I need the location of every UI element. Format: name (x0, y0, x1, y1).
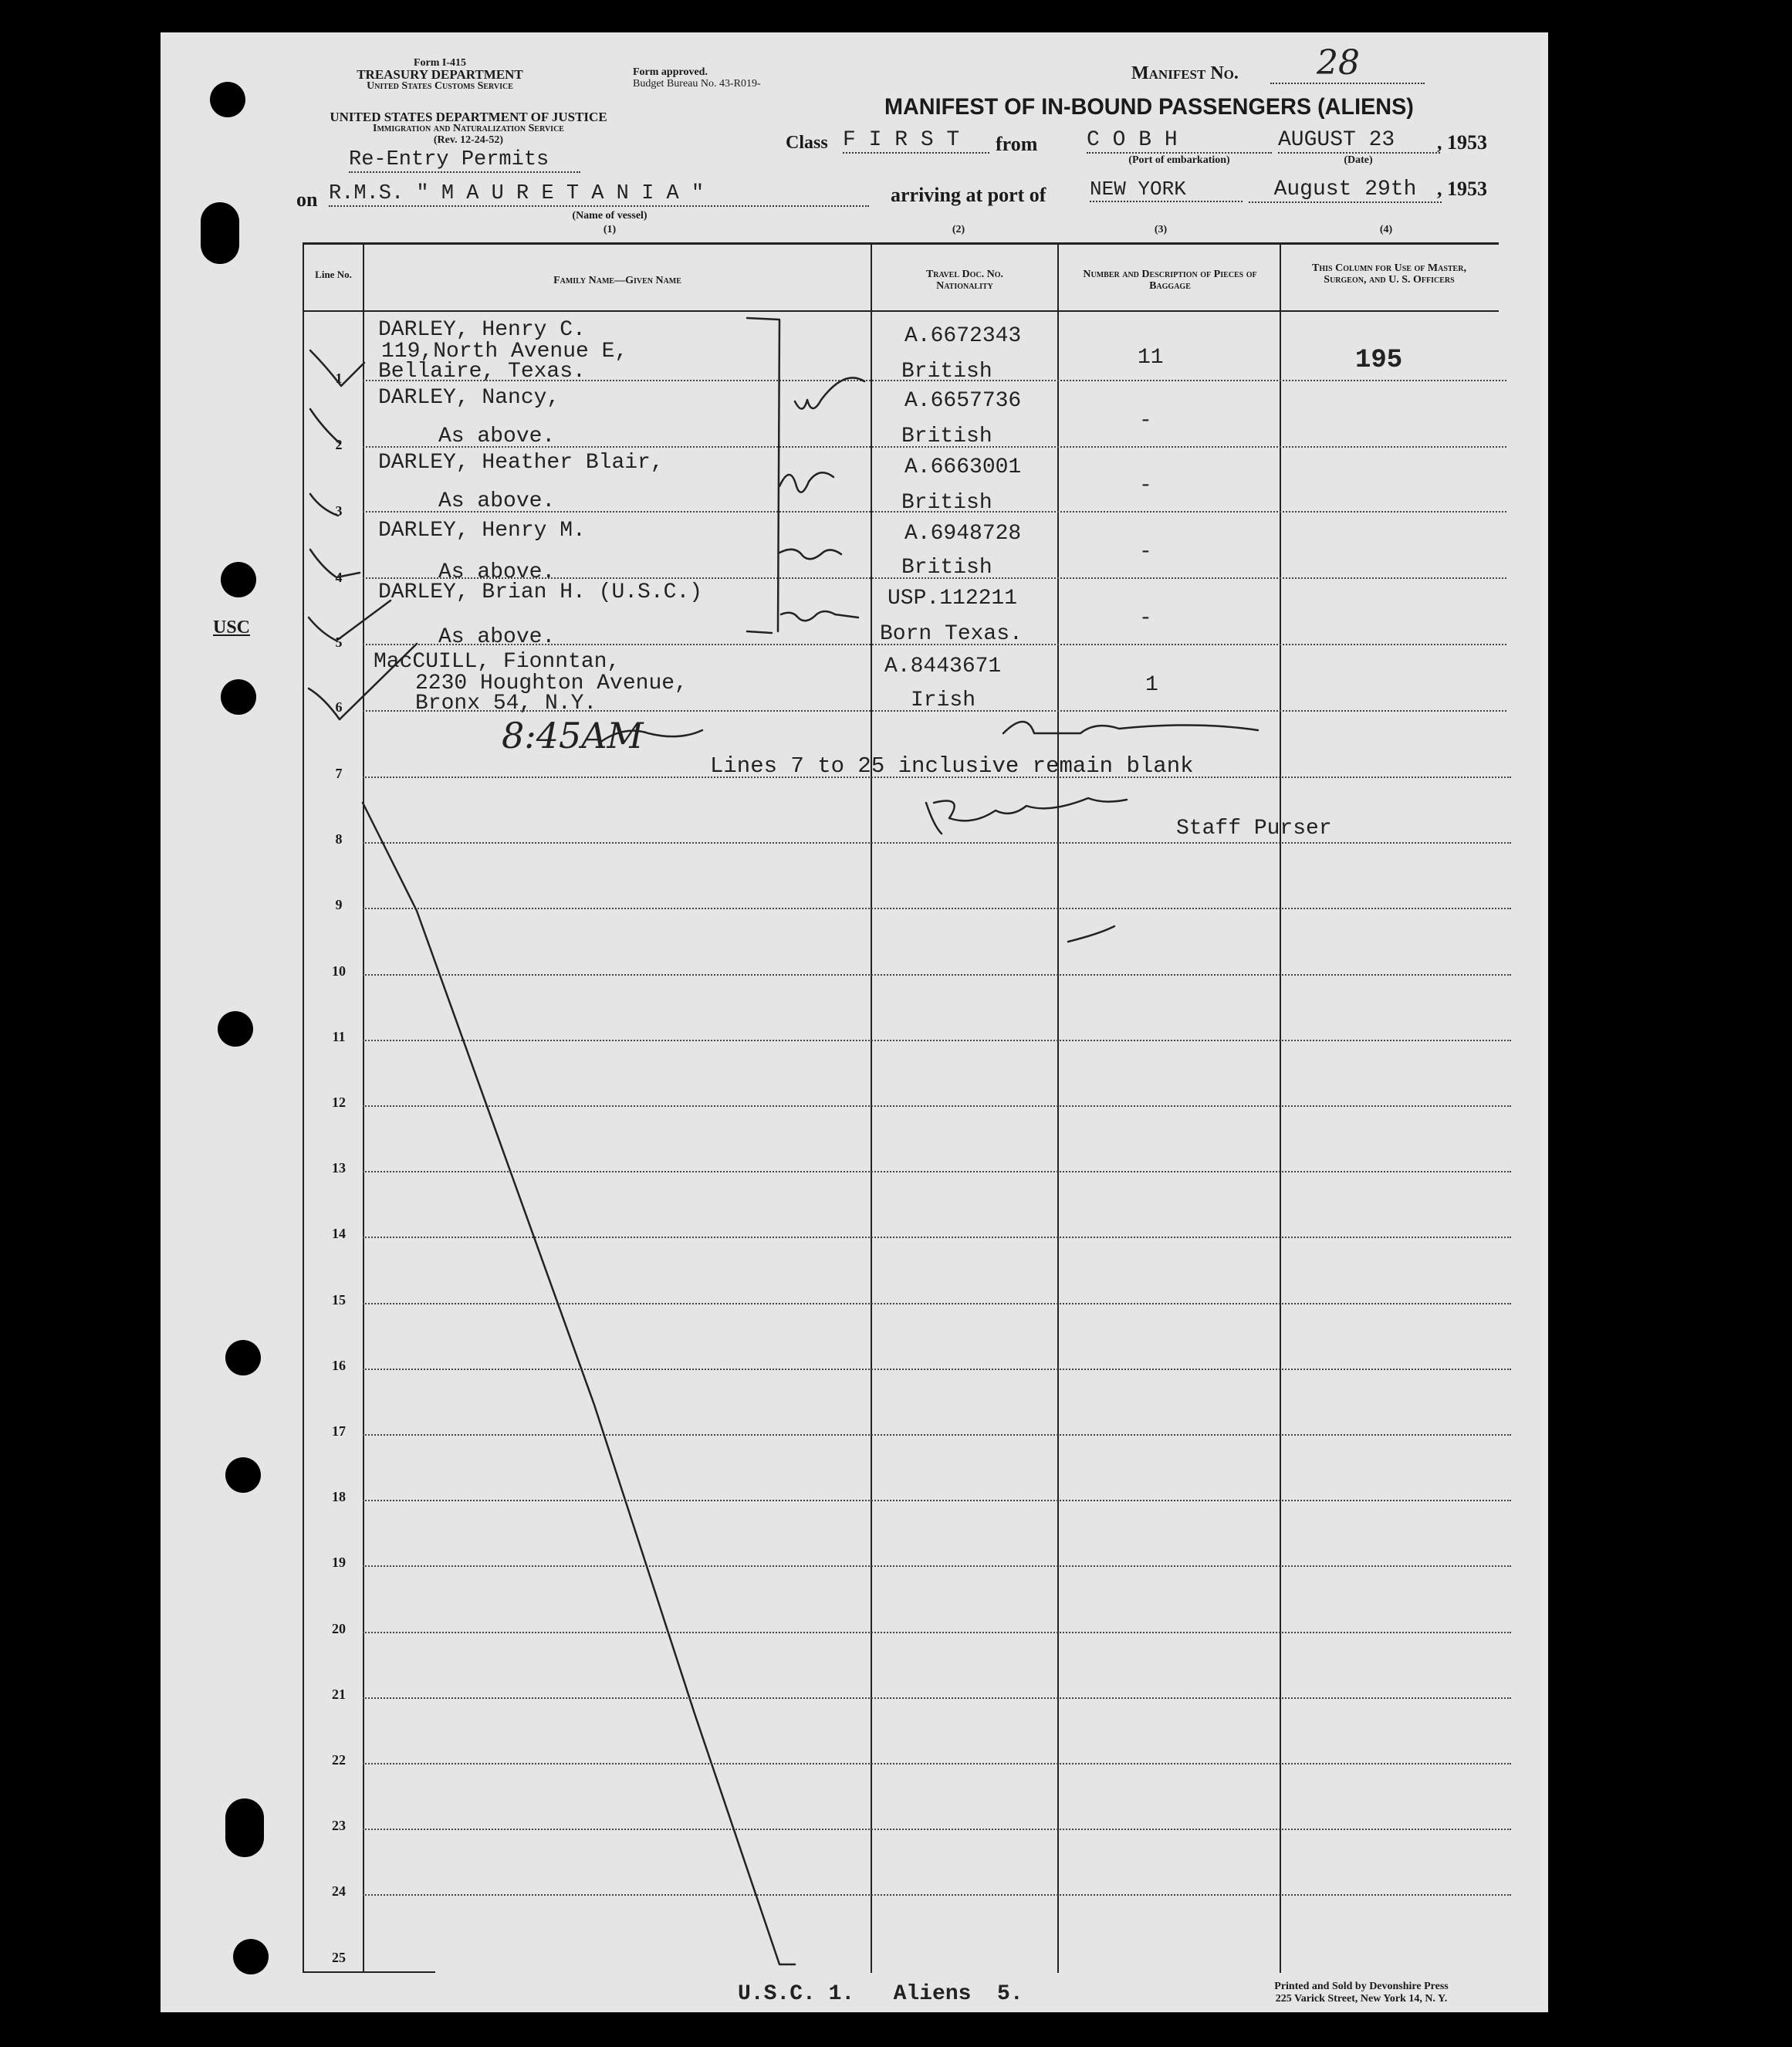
line-number: 2 (335, 437, 343, 452)
arrival-date: August 29th (1249, 178, 1442, 203)
officer-mark: 195 (1355, 346, 1403, 375)
manifest-no: 28 (1270, 43, 1425, 84)
baggage-count: 11 (1138, 346, 1164, 370)
ins-title: Immigration and Naturalization Service (373, 123, 564, 134)
nationality: Born Texas. (880, 622, 1023, 646)
travel-doc: A.8443671 (884, 655, 1002, 678)
from-value: C O B H (1087, 128, 1272, 154)
bracket-stroke (747, 318, 779, 633)
arriving-label: arriving at port of (891, 184, 1046, 206)
check-mark (310, 409, 340, 443)
class-value: F I R S T (843, 128, 989, 154)
header-officers: This Column for Use of Master, Surgeon, and U. S. Officers (1312, 262, 1466, 286)
passenger-name: DARLEY, Henry C. (378, 318, 586, 342)
line-number: 17 (332, 1423, 346, 1439)
nationality: British (901, 425, 992, 448)
blank-lines-note: Lines 7 to 25 inclusive remain blank (710, 753, 1194, 779)
travel-doc: USP.112211 (888, 587, 1018, 611)
check-mark (309, 644, 417, 719)
passenger-address: 119,North Avenue E, (381, 340, 628, 364)
revision: (Rev. 12-24-52) (433, 134, 504, 146)
baggage-count: 1 (1145, 673, 1158, 697)
col4-number: (4) (1379, 224, 1393, 235)
line-number: 11 (332, 1028, 346, 1044)
printer-address: 225 Varick Street, New York 14, N. Y. (1275, 1993, 1448, 2005)
line-number: 5 (335, 634, 343, 650)
baggage-count: - (1139, 540, 1152, 564)
initials-mark (781, 611, 858, 621)
check-mark (310, 350, 364, 386)
line-number: 6 (335, 699, 343, 715)
header-baggage: Number and Description of Pieces of Baggage (1083, 269, 1257, 292)
line-number: 9 (335, 897, 343, 913)
baggage-count: - (1139, 607, 1152, 631)
passenger-address: As above. (438, 560, 556, 584)
diagonal-line (363, 803, 795, 1964)
arrival-year: , 1953 (1437, 178, 1487, 200)
line-number: 10 (332, 963, 346, 979)
reentry-permits: Re-Entry Permits (349, 148, 580, 173)
check-mark (310, 550, 360, 577)
passenger-name: DARLEY, Henry M. (378, 519, 586, 543)
header-travel-doc: Travel Doc. No. Nationality (925, 269, 1004, 292)
travel-doc: A.6657736 (904, 389, 1022, 413)
nationality: Irish (911, 689, 976, 712)
vessel-name: R.M.S. " M A U R E T A N I A " (329, 182, 869, 207)
passenger-name: MacCUILL, Fionntan, (374, 650, 620, 674)
manifest-title: MANIFEST OF IN-BOUND PASSENGERS (ALIENS) (884, 94, 1414, 120)
header-line-no: Line No. (315, 269, 352, 280)
line-number: 21 (332, 1686, 346, 1702)
initials-mark (795, 377, 864, 408)
line-number: 1 (335, 370, 343, 386)
baggage-count: - (1139, 409, 1152, 433)
line-number: 24 (332, 1883, 346, 1900)
passenger-address: As above. (438, 489, 556, 513)
col3-number: (3) (1154, 224, 1168, 235)
baggage-count: - (1139, 474, 1152, 498)
form-number: Form I-415 (413, 57, 467, 69)
line-number: 14 (332, 1226, 346, 1242)
passenger-address: Bellaire, Texas. (378, 360, 586, 384)
travel-doc: A.6672343 (904, 324, 1022, 348)
col2-number: (2) (952, 224, 965, 235)
on-label: on (296, 188, 318, 211)
passenger-name: DARLEY, Brian H. (U.S.C.) (378, 580, 703, 604)
vessel-note: (Name of vessel) (572, 210, 647, 222)
initials-mark (779, 472, 833, 492)
date-year: , 1953 (1437, 131, 1487, 154)
date-note: (Date) (1344, 154, 1373, 166)
handwritten-time: 8:45AM (502, 715, 644, 756)
form-approved: Form approved. (633, 66, 708, 78)
line-number: 19 (332, 1555, 346, 1571)
manifest-no-label: Manifest No. (1131, 63, 1239, 83)
treasury-dept: TREASURY DEPARTMENT (357, 67, 523, 82)
line-number: 23 (332, 1818, 346, 1834)
line-number: 16 (332, 1357, 346, 1373)
arrival-port: NEW YORK (1090, 178, 1243, 202)
passenger-name: DARLEY, Heather Blair, (378, 451, 664, 475)
nationality: British (901, 556, 992, 580)
passenger-address: 2230 Houghton Avenue, (415, 672, 688, 695)
line-number: 4 (335, 570, 343, 585)
line-number: 18 (332, 1489, 346, 1505)
nationality: British (901, 491, 992, 515)
purser-signature (926, 798, 1127, 834)
handwritten-signature (602, 722, 1258, 741)
header-name: Family Name—Given Name (553, 275, 681, 286)
stray-mark (1068, 926, 1114, 942)
col1-number: (1) (603, 224, 617, 235)
passenger-address: As above. (438, 425, 556, 448)
line-number: 3 (335, 503, 343, 519)
passenger-address: Bronx 54, N.Y. (415, 692, 597, 716)
check-mark (310, 494, 338, 516)
passenger-address: As above. (438, 625, 556, 649)
line-number: 15 (332, 1291, 346, 1308)
check-mark (309, 601, 391, 641)
doj-title: UNITED STATES DEPARTMENT OF JUSTICE (330, 110, 607, 124)
from-label: from (996, 133, 1038, 155)
printer-line: Printed and Sold by Devonshire Press (1274, 1981, 1449, 1992)
line-number: 7 (335, 766, 343, 781)
budget-bureau: Budget Bureau No. 43-R019- (633, 78, 761, 90)
passenger-name: DARLEY, Nancy, (378, 386, 560, 410)
travel-doc: A.6948728 (904, 522, 1022, 546)
travel-doc: A.6663001 (904, 455, 1022, 479)
line-number: 8 (335, 831, 343, 848)
port-embark-note: (Port of embarkation) (1128, 154, 1230, 166)
class-label: Class (786, 133, 828, 153)
nationality: British (901, 360, 992, 384)
line-number: 25 (332, 1949, 346, 1965)
line-number: 12 (332, 1095, 346, 1110)
staff-purser: Staff Purser (1176, 817, 1332, 841)
date-value: AUGUST 23 (1278, 128, 1440, 154)
line-number: 22 (332, 1752, 346, 1768)
footer-summary: U.S.C. 1. Aliens 5. (738, 1982, 1023, 2006)
line-number: 20 (332, 1620, 346, 1636)
line-number: 13 (332, 1160, 346, 1176)
customs-service: United States Customs Service (367, 80, 513, 92)
usc-margin-note: USC (213, 617, 251, 638)
initials-mark (779, 550, 841, 559)
